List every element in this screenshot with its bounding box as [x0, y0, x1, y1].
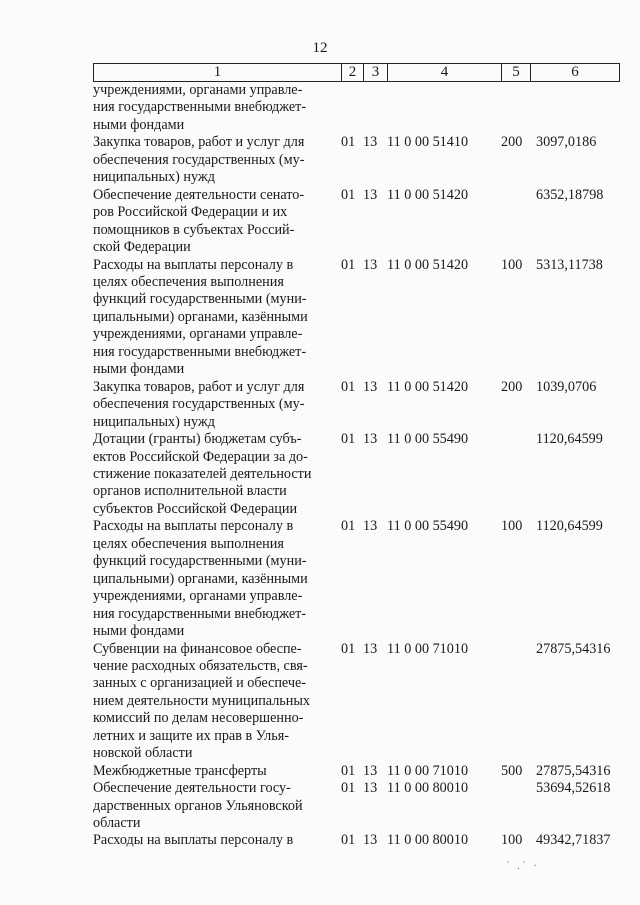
row-amount: 3097,0186: [536, 134, 597, 151]
table-body: [93, 82, 640, 850]
row-subsection: [363, 82, 387, 134]
header-col-4: 4: [388, 64, 502, 82]
row-subsection: 13: [363, 378, 378, 395]
row-section: 01: [341, 378, 356, 395]
row-subsection: 13: [363, 186, 378, 203]
row-expense-type: [501, 82, 530, 134]
row-section: 01: [341, 186, 356, 203]
row-amount: 6352,18798: [536, 186, 604, 203]
row-amount: 27875,54316: [536, 762, 611, 779]
row-subsection: 13: [363, 518, 378, 535]
row-expense-type: 200: [501, 378, 523, 395]
row-amount: 1039,0706: [536, 378, 597, 395]
row-section: 01: [341, 780, 356, 797]
row-expense-type: 100: [501, 832, 523, 849]
row-target-article: 11 0 00 55490: [387, 431, 469, 448]
row-amount: 53694,52618: [536, 780, 611, 797]
row-amount: [530, 82, 640, 134]
row-description: Обеспечение деятельности сенато- ров Российской Федерации и их помощников в субъектах Россий- ской Федерации: [93, 186, 305, 256]
row-amount: 1120,64599: [536, 431, 603, 448]
row-target-article: 11 0 00 55490: [387, 518, 469, 535]
row-amount: 5313,11738: [536, 256, 603, 273]
header-col-1: 1: [94, 64, 342, 82]
table-row: [93, 832, 640, 849]
table-header: [93, 63, 620, 82]
row-target-article: 11 0 00 51420: [387, 378, 469, 395]
header-col-2: 2: [342, 64, 364, 82]
table-row: [93, 518, 640, 640]
table-row: [93, 257, 640, 379]
header-col-6: 6: [531, 64, 620, 82]
row-description: Межбюджетные трансферты: [93, 762, 267, 779]
row-expense-type: [501, 780, 530, 832]
row-description: Расходы на выплаты персоналу в: [93, 832, 294, 849]
row-description: учреждениями, органами управле- ния государственными внебюджет- ными фондами: [93, 82, 307, 133]
row-subsection: 13: [363, 431, 378, 448]
row-target-article: 11 0 00 51410: [387, 134, 469, 151]
row-description: Расходы на выплаты персоналу в целях обеспечения выполнения функций государственными (муни- ципальными) органами, казёнными учреждениями, органами управле- ния государственными внебюджет- ными фондами: [93, 518, 308, 640]
row-amount: 1120,64599: [536, 518, 603, 535]
table-row: [93, 780, 640, 832]
row-amount: 27875,54316: [536, 640, 611, 657]
row-target-article: 11 0 00 51420: [387, 256, 469, 273]
table-row: [93, 134, 640, 186]
row-subsection: 13: [363, 832, 378, 849]
table-row: [93, 763, 640, 780]
row-target-article: 11 0 00 80010: [387, 780, 469, 797]
row-description: Субвенции на финансовое обеспе- чение расходных обязательств, свя- занных с организацией и обеспече- нием деятельности муниципальных комиссий по делам несовершенно- летних и защите их прав в Улья- новской области: [93, 640, 310, 762]
row-section: [341, 82, 363, 134]
table-row: [93, 641, 640, 763]
table-row: [93, 82, 640, 134]
row-expense-type: [501, 641, 530, 763]
row-target-article: 11 0 00 71010: [387, 762, 469, 779]
row-expense-type: 500: [501, 762, 523, 779]
row-section: 01: [341, 134, 356, 151]
row-subsection: 13: [363, 134, 378, 151]
budget-table: [93, 63, 640, 850]
row-amount: 49342,71837: [536, 832, 611, 849]
row-section: 01: [341, 640, 356, 657]
row-expense-type: [501, 187, 530, 257]
row-target-article: 11 0 00 71010: [387, 640, 469, 657]
row-subsection: 13: [363, 780, 378, 797]
row-section: 01: [341, 832, 356, 849]
row-section: 01: [341, 431, 356, 448]
row-description: Обеспечение деятельности госу- дарственных органов Ульяновской области: [93, 780, 303, 832]
row-section: 01: [341, 518, 356, 535]
row-target-article: [387, 82, 501, 134]
row-section: 01: [341, 256, 356, 273]
row-description: Закупка товаров, работ и услуг для обеспечения государственных (му- ниципальных) нужд: [93, 378, 305, 430]
table-row: [93, 187, 640, 257]
row-section: 01: [341, 762, 356, 779]
table-row: [93, 379, 640, 431]
row-description: Закупка товаров, работ и услуг для обеспечения государственных (му- ниципальных) нужд: [93, 134, 305, 186]
row-description: Дотации (гранты) бюджетам субъ- ектов Российской Федерации за до- стижение показателей деятельности органов исполнительной власти субъектов Российской Федерации: [93, 431, 312, 517]
header-col-3: 3: [364, 64, 388, 82]
row-subsection: 13: [363, 640, 378, 657]
table-row: [93, 431, 640, 518]
row-description: Расходы на выплаты персоналу в целях обеспечения выполнения функций государственными (муни- ципальными) органами, казёнными учреждениями, органами управле- ния государственными внебюджет- ными фондами: [93, 256, 308, 378]
row-expense-type: 100: [501, 256, 523, 273]
row-subsection: 13: [363, 762, 378, 779]
page-number: 12: [312, 40, 328, 56]
scan-specks: ˙ .˙ ·: [506, 858, 539, 872]
row-target-article: 11 0 00 80010: [387, 832, 469, 849]
row-subsection: 13: [363, 256, 378, 273]
header-col-5: 5: [502, 64, 531, 82]
row-expense-type: 100: [501, 518, 523, 535]
row-expense-type: [501, 431, 530, 518]
row-expense-type: 200: [501, 134, 523, 151]
row-target-article: 11 0 00 51420: [387, 186, 469, 203]
